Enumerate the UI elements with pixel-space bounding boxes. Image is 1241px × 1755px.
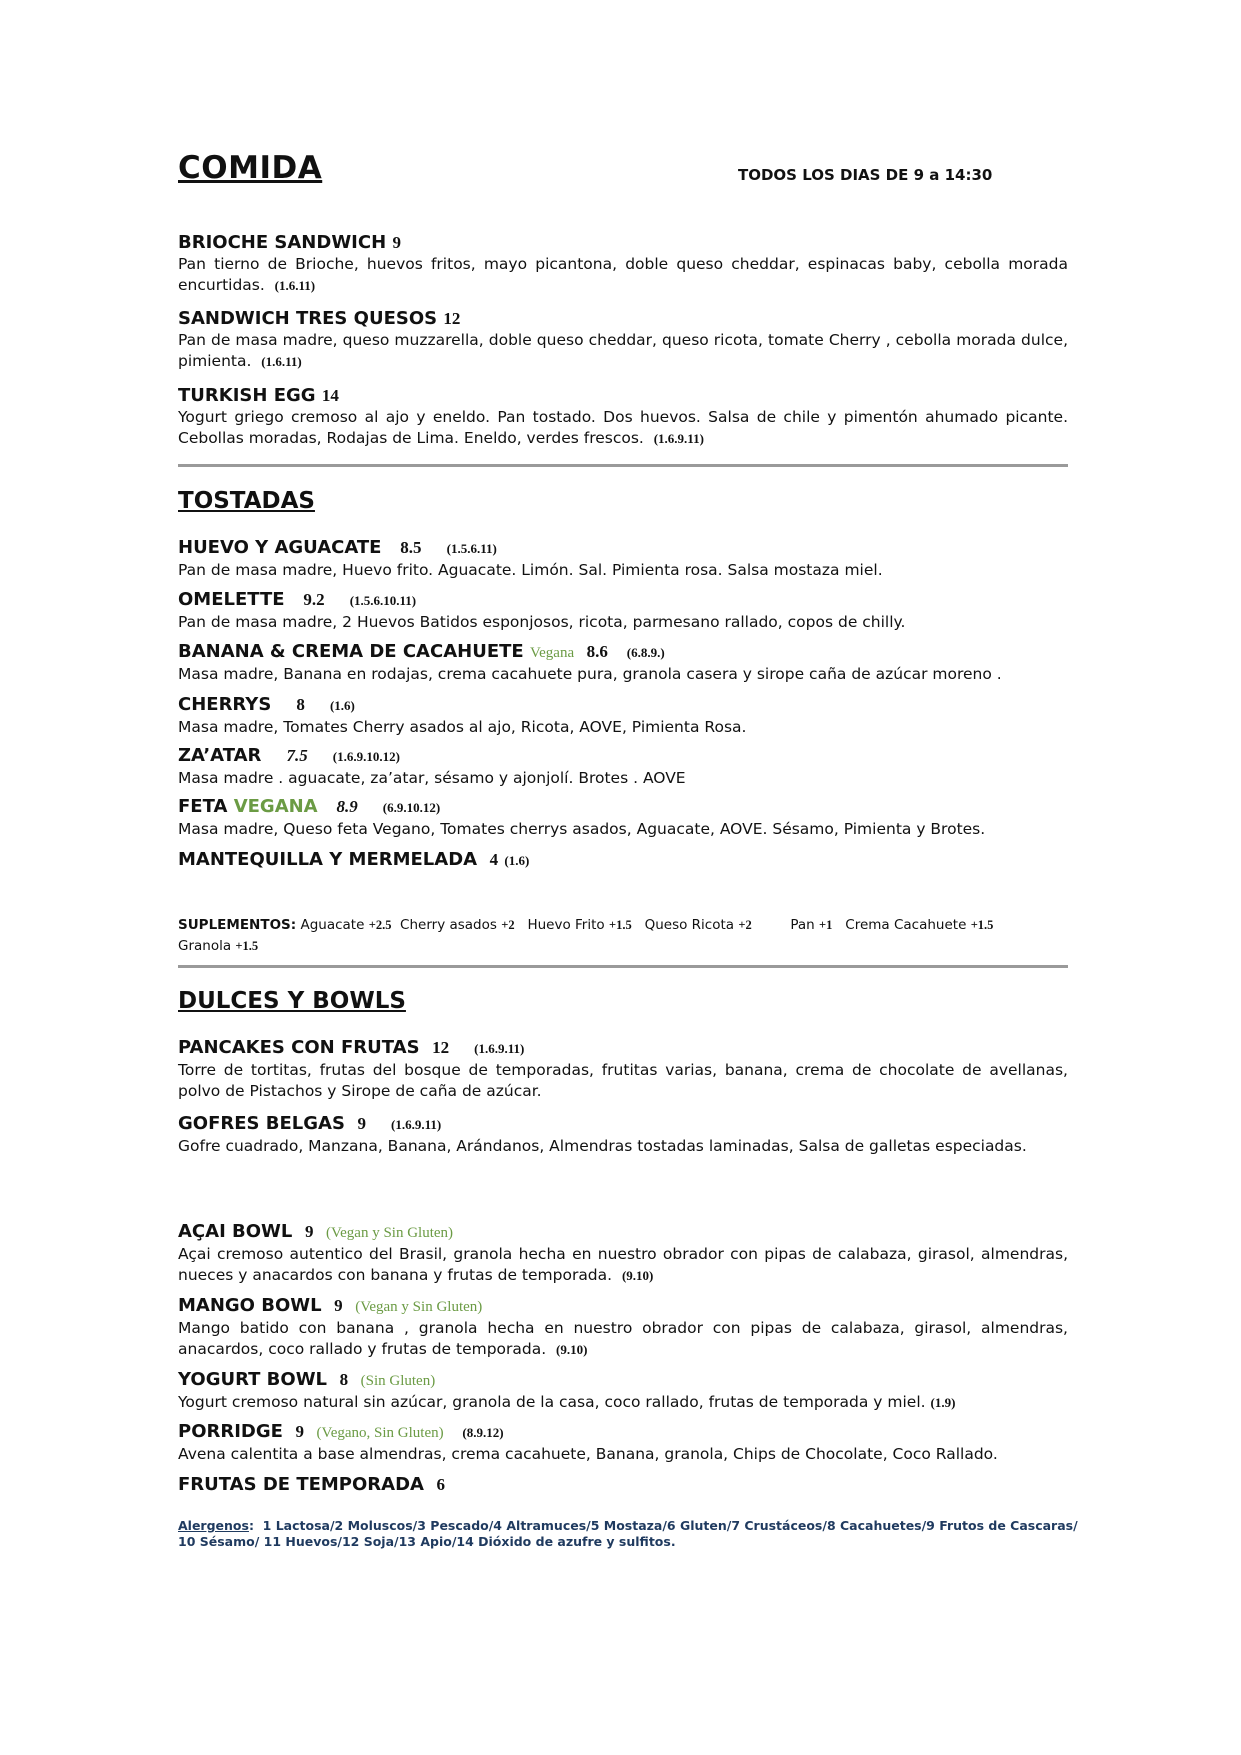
menu-item bbox=[178, 1037, 1068, 1102]
diet-tag: (Vegan y Sin Gluten) bbox=[325, 1225, 454, 1241]
allergen-list-line2: 10 Sésamo/ 11 Huevos/12 Soja/13 Apio/14 Dióxido de azufre y sulfitos. bbox=[178, 1534, 676, 1549]
item-description: Açai cremoso autentico del Brasil, granola hecha en nuestro obrador con pipas de calabaza, girasol, almendras, nueces y anacardos con banana y frutas de temporada. bbox=[178, 1245, 1068, 1284]
item-price: 8 bbox=[339, 1370, 349, 1389]
allergen-legend: Alergenos: 1 Lactosa/2 Moluscos/3 Pescado/4 Altramuces/5 Mostaza/6 Gluten/7 Crustáceos/8 Cacahuetes/9 Frutos de Cascaras/ 10 Sésamo/ 11 Huevos/12 Soja/13 Apio/14 Dióxido de azufre y sulfitos. bbox=[178, 1518, 1078, 1549]
item-name: MANTEQUILLA Y MERMELADA bbox=[178, 849, 478, 870]
suplementos-label: SUPLEMENTOS: bbox=[178, 917, 297, 933]
suplemento-name: Aguacate bbox=[300, 917, 365, 933]
item-description: Masa madre, Queso feta Vegano, Tomates cherrys asados, Aguacate, AOVE. Sésamo, Pimienta y Brotes. bbox=[178, 820, 986, 838]
menu-item bbox=[178, 537, 1068, 581]
item-description: Yogurt cremoso natural sin azúcar, granola de la casa, coco rallado, frutas de temporada y miel. bbox=[178, 1393, 926, 1411]
item-name: GOFRES BELGAS bbox=[178, 1113, 345, 1134]
item-allergen-codes: (1.6.9.10.12) bbox=[332, 749, 400, 764]
item-price: 9 bbox=[304, 1222, 314, 1241]
menu-item bbox=[178, 1369, 1068, 1413]
item-price: 12 bbox=[432, 1038, 450, 1057]
item-name: PORRIDGE bbox=[178, 1421, 283, 1442]
suplemento-name: Cherry asados bbox=[400, 917, 497, 933]
item-name: BANANA & CREMA DE CACAHUETE bbox=[178, 641, 524, 662]
item-name: SANDWICH TRES QUESOS bbox=[178, 308, 438, 329]
item-allergen-codes: (1.6.9.11) bbox=[653, 431, 704, 446]
item-allergen-codes: (8.9.12) bbox=[462, 1425, 504, 1440]
section-divider bbox=[178, 464, 1068, 467]
item-name: CHERRYS bbox=[178, 694, 272, 715]
item-name: FETA bbox=[178, 796, 228, 817]
item-allergen-codes: (1.5.6.11) bbox=[446, 541, 497, 556]
item-price: 7.5 bbox=[286, 746, 308, 765]
suplemento-name: Granola bbox=[178, 938, 232, 954]
item-description: Avena calentita a base almendras, crema cacahuete, Banana, granola, Chips de Chocolate, Coco Rallado. bbox=[178, 1445, 998, 1463]
item-description: Mango batido con banana , granola hecha en nuestro obrador con pipas de calabaza, girasol, almendras, anacardos, coco rallado y frutas de temporada. bbox=[178, 1319, 1068, 1358]
item-price: 14 bbox=[321, 386, 339, 405]
item-price: 9 bbox=[334, 1296, 343, 1315]
item-allergen-codes: (1.6.9.11) bbox=[391, 1117, 442, 1132]
item-price: 12 bbox=[443, 309, 461, 328]
suplemento-price: +1.5 bbox=[608, 918, 632, 932]
schedule-text: TODOS LOS DIAS DE 9 a 14:30 bbox=[738, 166, 993, 184]
item-allergen-codes: (1.6.11) bbox=[274, 278, 316, 293]
item-description: Pan tierno de Brioche, huevos fritos, mayo picantona, doble queso cheddar, espinacas baby, cebolla morada encurtidas. bbox=[178, 255, 1068, 294]
suplemento-name: Queso Ricota bbox=[644, 917, 735, 933]
allergen-list-line1: 1 Lactosa/2 Moluscos/3 Pescado/4 Altramuces/5 Mostaza/6 Gluten/7 Crustáceos/8 Cacahuetes/9 Frutos de Cascaras/ bbox=[262, 1518, 1078, 1533]
menu-item bbox=[178, 589, 1068, 633]
menu-item bbox=[178, 1474, 1068, 1496]
item-description: Masa madre . aguacate, za’atar, sésamo y ajonjolí. Brotes . AOVE bbox=[178, 769, 686, 787]
item-name: FRUTAS DE TEMPORADA bbox=[178, 1474, 424, 1495]
menu-item bbox=[178, 1421, 1068, 1465]
menu-item bbox=[178, 796, 1068, 840]
menu-item bbox=[178, 385, 1068, 449]
suplemento-name: Huevo Frito bbox=[527, 917, 605, 933]
item-name: PANCAKES CON FRUTAS bbox=[178, 1037, 420, 1058]
item-allergen-codes: (6.9.10.12) bbox=[382, 800, 441, 815]
suplemento-price: +1.5 bbox=[970, 918, 994, 932]
item-name: OMELETTE bbox=[178, 589, 285, 610]
vegan-tag: Vegana bbox=[529, 645, 575, 661]
item-description: Pan de masa madre, 2 Huevos Batidos esponjosos, ricota, parmesano rallado, copos de chilly. bbox=[178, 613, 906, 631]
item-description: Pan de masa madre, queso muzzarella, doble queso cheddar, queso ricota, tomate Cherry , cebolla morada dulce, pimienta. bbox=[178, 331, 1068, 370]
menu-item bbox=[178, 1221, 1068, 1286]
suplementos bbox=[178, 915, 1068, 957]
item-price: 4 bbox=[489, 850, 499, 869]
suplemento-name: Crema Cacahuete bbox=[845, 917, 967, 933]
item-description: Masa madre, Tomates Cherry asados al ajo, Ricota, AOVE, Pimienta Rosa. bbox=[178, 718, 747, 736]
menu-item bbox=[178, 745, 1068, 789]
item-description: Torre de tortitas, frutas del bosque de temporadas, frutitas varias, banana, crema de chocolate de avellanas, polvo de Pistachos y Sirope de caña de azúcar. bbox=[178, 1061, 1068, 1100]
menu-item bbox=[178, 1113, 1068, 1157]
page-title: COMIDA bbox=[178, 150, 323, 186]
item-price: 9.2 bbox=[303, 590, 325, 609]
item-description: Pan de masa madre, Huevo frito. Aguacate. Limón. Sal. Pimienta rosa. Salsa mostaza miel. bbox=[178, 561, 883, 579]
item-allergen-codes: (1.5.6.10.11) bbox=[349, 593, 417, 608]
item-allergen-codes: (1.9) bbox=[930, 1395, 956, 1410]
item-price: 9 bbox=[295, 1422, 304, 1441]
item-allergen-codes: (9.10) bbox=[621, 1268, 654, 1283]
item-price: 8.6 bbox=[586, 642, 608, 661]
item-name: HUEVO Y AGUACATE bbox=[178, 537, 382, 558]
item-price: 8.5 bbox=[400, 538, 422, 557]
item-description: Yogurt griego cremoso al ajo y eneldo. Pan tostado. Dos huevos. Salsa de chile y pimentón ahumado picante. Cebollas moradas, Rodajas de Lima. Eneldo, verdes frescos. bbox=[178, 408, 1068, 447]
suplemento-price: +1 bbox=[819, 918, 833, 932]
item-allergen-codes: (1.6.11) bbox=[261, 354, 302, 369]
header bbox=[178, 150, 1078, 190]
section-title-dulces: DULCES Y BOWLS bbox=[178, 988, 406, 1014]
item-name-vegan: VEGANA bbox=[233, 796, 318, 817]
suplemento-price: +2.5 bbox=[368, 918, 392, 932]
item-name: TURKISH EGG bbox=[178, 385, 316, 406]
menu-item bbox=[178, 641, 1068, 685]
item-name: MANGO BOWL bbox=[178, 1295, 322, 1316]
section-divider bbox=[178, 965, 1068, 968]
menu-item bbox=[178, 694, 1068, 738]
item-allergen-codes: (6.8.9.) bbox=[626, 645, 665, 660]
item-price: 8 bbox=[296, 695, 305, 714]
suplemento-price: +2 bbox=[738, 918, 752, 932]
diet-tag: (Sin Gluten) bbox=[360, 1373, 436, 1389]
suplemento-price: +1.5 bbox=[235, 939, 259, 953]
diet-tag: (Vegan y Sin Gluten) bbox=[355, 1299, 483, 1315]
item-price: 9 bbox=[392, 233, 401, 252]
menu-item bbox=[178, 1295, 1068, 1360]
item-name: ZA’ATAR bbox=[178, 745, 262, 766]
diet-tag: (Vegano, Sin Gluten) bbox=[316, 1425, 444, 1441]
item-price: 6 bbox=[436, 1475, 446, 1494]
item-allergen-codes: (1.6) bbox=[504, 853, 530, 868]
item-name: YOGURT BOWL bbox=[178, 1369, 328, 1390]
item-description: Masa madre, Banana en rodajas, crema cacahuete pura, granola casera y sirope caña de azúcar moreno . bbox=[178, 665, 1002, 683]
menu-item bbox=[178, 308, 1068, 372]
allergen-label: Alergenos bbox=[178, 1518, 249, 1533]
item-description: Gofre cuadrado, Manzana, Banana, Arándanos, Almendras tostadas laminadas, Salsa de galletas especiadas. bbox=[178, 1137, 1027, 1155]
section-title-tostadas: TOSTADAS bbox=[178, 488, 315, 514]
menu-item bbox=[178, 232, 1068, 296]
menu-item bbox=[178, 849, 1068, 872]
suplemento-price: +2 bbox=[501, 918, 515, 932]
item-price: 9 bbox=[357, 1114, 366, 1133]
item-name: BRIOCHE SANDWICH bbox=[178, 232, 387, 253]
item-name: AÇAI BOWL bbox=[178, 1221, 293, 1242]
suplemento-name: Pan bbox=[790, 917, 815, 933]
item-allergen-codes: (1.6) bbox=[329, 698, 355, 713]
item-allergen-codes: (1.6.9.11) bbox=[474, 1041, 525, 1056]
item-price: 8.9 bbox=[336, 797, 358, 816]
item-allergen-codes: (9.10) bbox=[556, 1342, 588, 1357]
